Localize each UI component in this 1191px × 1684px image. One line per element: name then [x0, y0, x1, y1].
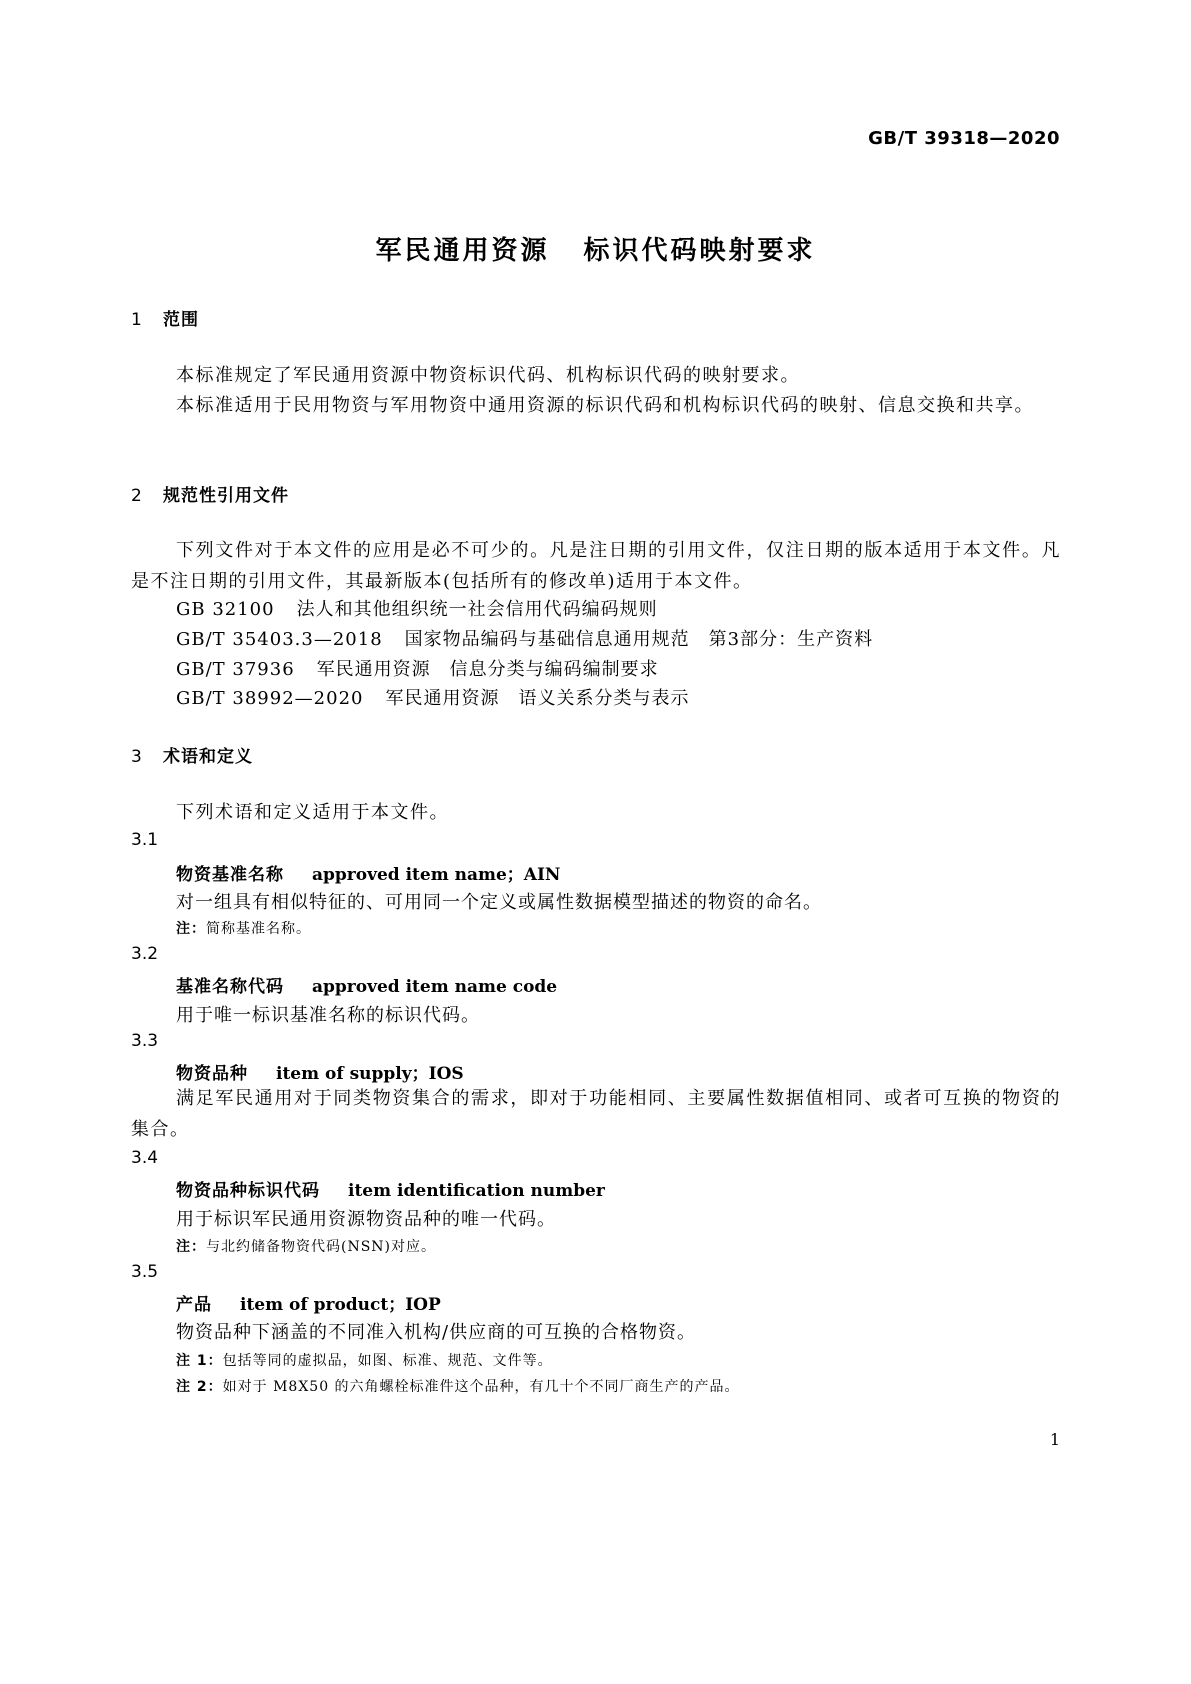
term-chinese: 基准名称代码	[176, 977, 284, 997]
term-english: item of supply；IOS	[276, 1064, 464, 1084]
note-text: 如对于 M8X50 的六角螺栓标准件这个品种，有几十个不同厂商生产的产品。	[222, 1379, 740, 1395]
term-note	[176, 1350, 553, 1370]
term-english: item of product；IOP	[240, 1295, 441, 1315]
section-2-heading	[131, 481, 289, 506]
scope-paragraph-1: 本标准规定了军民通用资源中物资标识代码、机构标识代码的映射要求。	[176, 365, 800, 386]
reference-title: 国家物品编码与基础信息通用规范 第3部分：生产资料	[404, 629, 874, 650]
section-title: 范围	[163, 310, 199, 330]
term-note	[176, 1376, 740, 1396]
term-number: 3.1	[131, 830, 159, 850]
reference-item	[176, 684, 689, 710]
page-number: 1	[1049, 1430, 1060, 1449]
term-chinese: 物资品种	[176, 1064, 248, 1084]
reference-code: GB 32100	[176, 599, 275, 620]
term-note	[176, 1236, 436, 1256]
title-part-2: 标识代码映射要求	[583, 236, 816, 266]
note-label: 注：	[176, 921, 206, 937]
reference-item	[176, 625, 873, 651]
standard-number: GB/T 39318—2020	[868, 128, 1060, 149]
term-definition: 物资品种下涵盖的不同准入机构/供应商的可互换的合格物资。	[176, 1322, 697, 1343]
reference-title: 法人和其他组织统一社会信用代码编码规则	[296, 599, 658, 620]
term-english: approved item name；AIN	[312, 865, 561, 885]
term-chinese: 物资品种标识代码	[176, 1181, 320, 1201]
section-1-heading	[131, 305, 199, 330]
term-heading	[176, 1290, 441, 1315]
term-english: approved item name code	[312, 977, 558, 997]
term-number: 3.3	[131, 1031, 159, 1051]
reference-item	[176, 655, 659, 681]
section-number: 2	[131, 486, 143, 506]
note-text: 简称基准名称。	[206, 921, 311, 937]
term-definition: 用于唯一标识基准名称的标识代码。	[176, 1005, 480, 1026]
term-heading	[176, 1176, 605, 1201]
term-number: 3.4	[131, 1148, 159, 1168]
reference-title: 军民通用资源 语义关系分类与表示	[385, 688, 690, 709]
title-part-1: 军民通用资源	[375, 236, 550, 266]
reference-code: GB/T 35403.3—2018	[176, 629, 383, 650]
note-text: 包括等同的虚拟品，如图、标准、规范、文件等。	[222, 1353, 553, 1369]
section-3-heading	[131, 742, 253, 767]
reference-code: GB/T 37936	[176, 659, 295, 680]
document-title	[0, 230, 1191, 267]
term-heading	[176, 1059, 464, 1084]
section-title: 规范性引用文件	[163, 486, 289, 506]
terms-intro: 下列术语和定义适用于本文件。	[176, 802, 449, 823]
section-title: 术语和定义	[163, 747, 253, 767]
reference-item	[176, 595, 658, 621]
note-label: 注 1：	[176, 1353, 223, 1369]
references-intro: 下列文件对于本文件的应用是必不可少的。凡是注日期的引用文件，仅注日期的版本适用于本文件。凡是不注日期的引用文件，其最新版本(包括所有的修改单)适用于本文件。	[131, 540, 1061, 592]
reference-code: GB/T 38992—2020	[176, 688, 364, 709]
term-english: item identification number	[348, 1181, 605, 1201]
term-note	[176, 918, 311, 938]
term-number: 3.5	[131, 1262, 159, 1282]
term-heading	[176, 860, 560, 885]
term-chinese: 产品	[176, 1295, 212, 1315]
term-heading	[176, 972, 557, 997]
note-label: 注 2：	[176, 1379, 223, 1395]
term-definition: 满足军民通用对于同类物资集合的需求，即对于功能相同、主要属性数据值相同、或者可互换的物资的集合。	[131, 1088, 1061, 1140]
section-number: 3	[131, 747, 143, 767]
term-number: 3.2	[131, 944, 159, 964]
note-text: 与北约储备物资代码(NSN)对应。	[206, 1239, 437, 1255]
section-number: 1	[131, 310, 143, 330]
note-label: 注：	[176, 1239, 206, 1255]
scope-paragraph-2: 本标准适用于民用物资与军用物资中通用资源的标识代码和机构标识代码的映射、信息交换和共享。	[176, 395, 1034, 416]
term-chinese: 物资基准名称	[176, 865, 284, 885]
term-definition: 用于标识军民通用资源物资品种的唯一代码。	[176, 1209, 556, 1230]
reference-title: 军民通用资源 信息分类与编码编制要求	[316, 659, 659, 680]
term-definition: 对一组具有相似特征的、可用同一个定义或属性数据模型描述的物资的命名。	[176, 892, 822, 913]
